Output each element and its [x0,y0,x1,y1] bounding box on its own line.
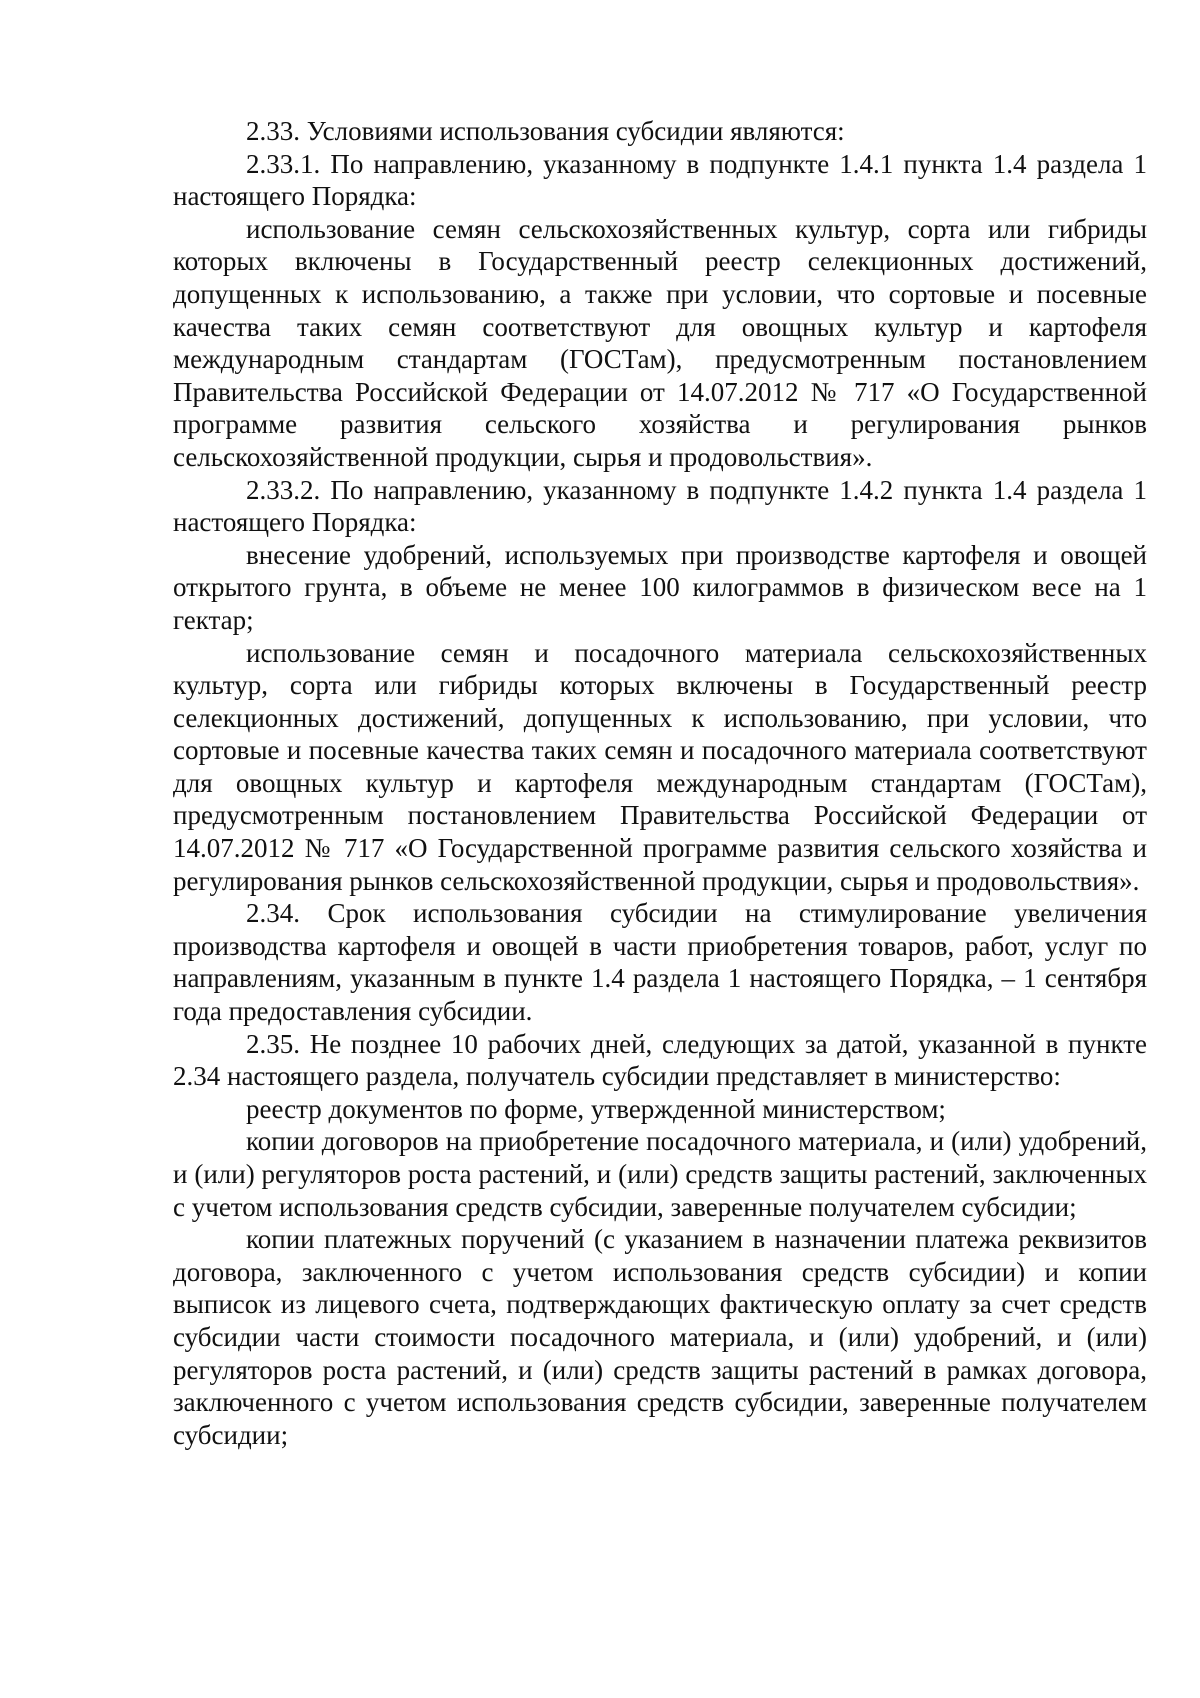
paragraph-fertilizer-condition: внесение удобрений, используемых при производстве картофеля и овощей открытого грунта, в объеме не менее 100 килограммов в физическом весе на 1 гектар; [173,539,1147,635]
paragraph-document-registry: реестр документов по форме, утвержденной министерством; [246,1093,946,1124]
paragraph-2-35: 2.35. Не позднее 10 рабочих дней, следующих за датой, указанной в пункте 2.34 настоящего раздела, получатель субсидии представляет в министерство: [173,1028,1147,1092]
paragraph-contract-copies: копии договоров на приобретение посадочного материала, и (или) удобрений, и (или) регуляторов роста растений, и (или) средств защиты растений, заключенных с учетом использования средств субсидии, заверенные получателем субсидии; [173,1126,1147,1222]
paragraph-2-33-2: 2.33.2. По направлению, указанному в подпункте 1.4.2 пункта 1.4 раздела 1 настоящего Порядка: [173,474,1147,538]
paragraph-2-33: 2.33. Условиями использования субсидии являются: [246,116,845,146]
document-body [173,115,1147,1451]
paragraph-seed-usage-condition: использование семян сельскохозяйственных культур, сорта или гибриды которых включены в Государственный реестр селекционных достижений, допущенных к использованию, а также при условии, что сортовые и посевные качества таких семян соответствуют для овощных культур и картофеля международным стандартам (ГОСТам), предусмотренным постановлением Правительства Российской Федерации от 14.07.2012 № 717 «О Государственной программе развития сельского хозяйства и регулирования рынков сельскохозяйственной продукции, сырья и продовольствия». [173,213,1147,472]
paragraph-2-33-1: 2.33.1. По направлению, указанному в подпункте 1.4.1 пункта 1.4 раздела 1 настоящего Порядка: [173,148,1147,212]
paragraph-planting-material-condition: использование семян и посадочного материала сельскохозяйственных культур, сорта или гибриды которых включены в Государственный реестр селекционных достижений, допущенных к использованию, при условии, что сортовые и посевные качества таких семян и посадочного материала соответствуют для овощных культур и картофеля международным стандартам (ГОСТам), предусмотренным постановлением Правительства Российской Федерации от 14.07.2012 № 717 «О Государственной программе развития сельского хозяйства и регулирования рынков сельскохозяйственной продукции, сырья и продовольствия». [173,637,1147,896]
paragraph-payment-order-copies: копии платежных поручений (с указанием в назначении платежа реквизитов договора, заключенного с учетом использования средств субсидии) и копии выписок из лицевого счета, подтверждающих фактическую оплату за счет средств субсидии части стоимости посадочного материала, и (или) удобрений, и (или) регуляторов роста растений, и (или) средств защиты растений в рамках договора, заключенного с учетом использования средств субсидии, заверенные получателем субсидии; [173,1224,1147,1450]
paragraph-2-34: 2.34. Срок использования субсидии на стимулирование увеличения производства картофеля и овощей в части приобретения товаров, работ, услуг по направлениям, указанным в пункте 1.4 раздела 1 настоящего Порядка, – 1 сентября года предоставления субсидии. [173,898,1147,1027]
